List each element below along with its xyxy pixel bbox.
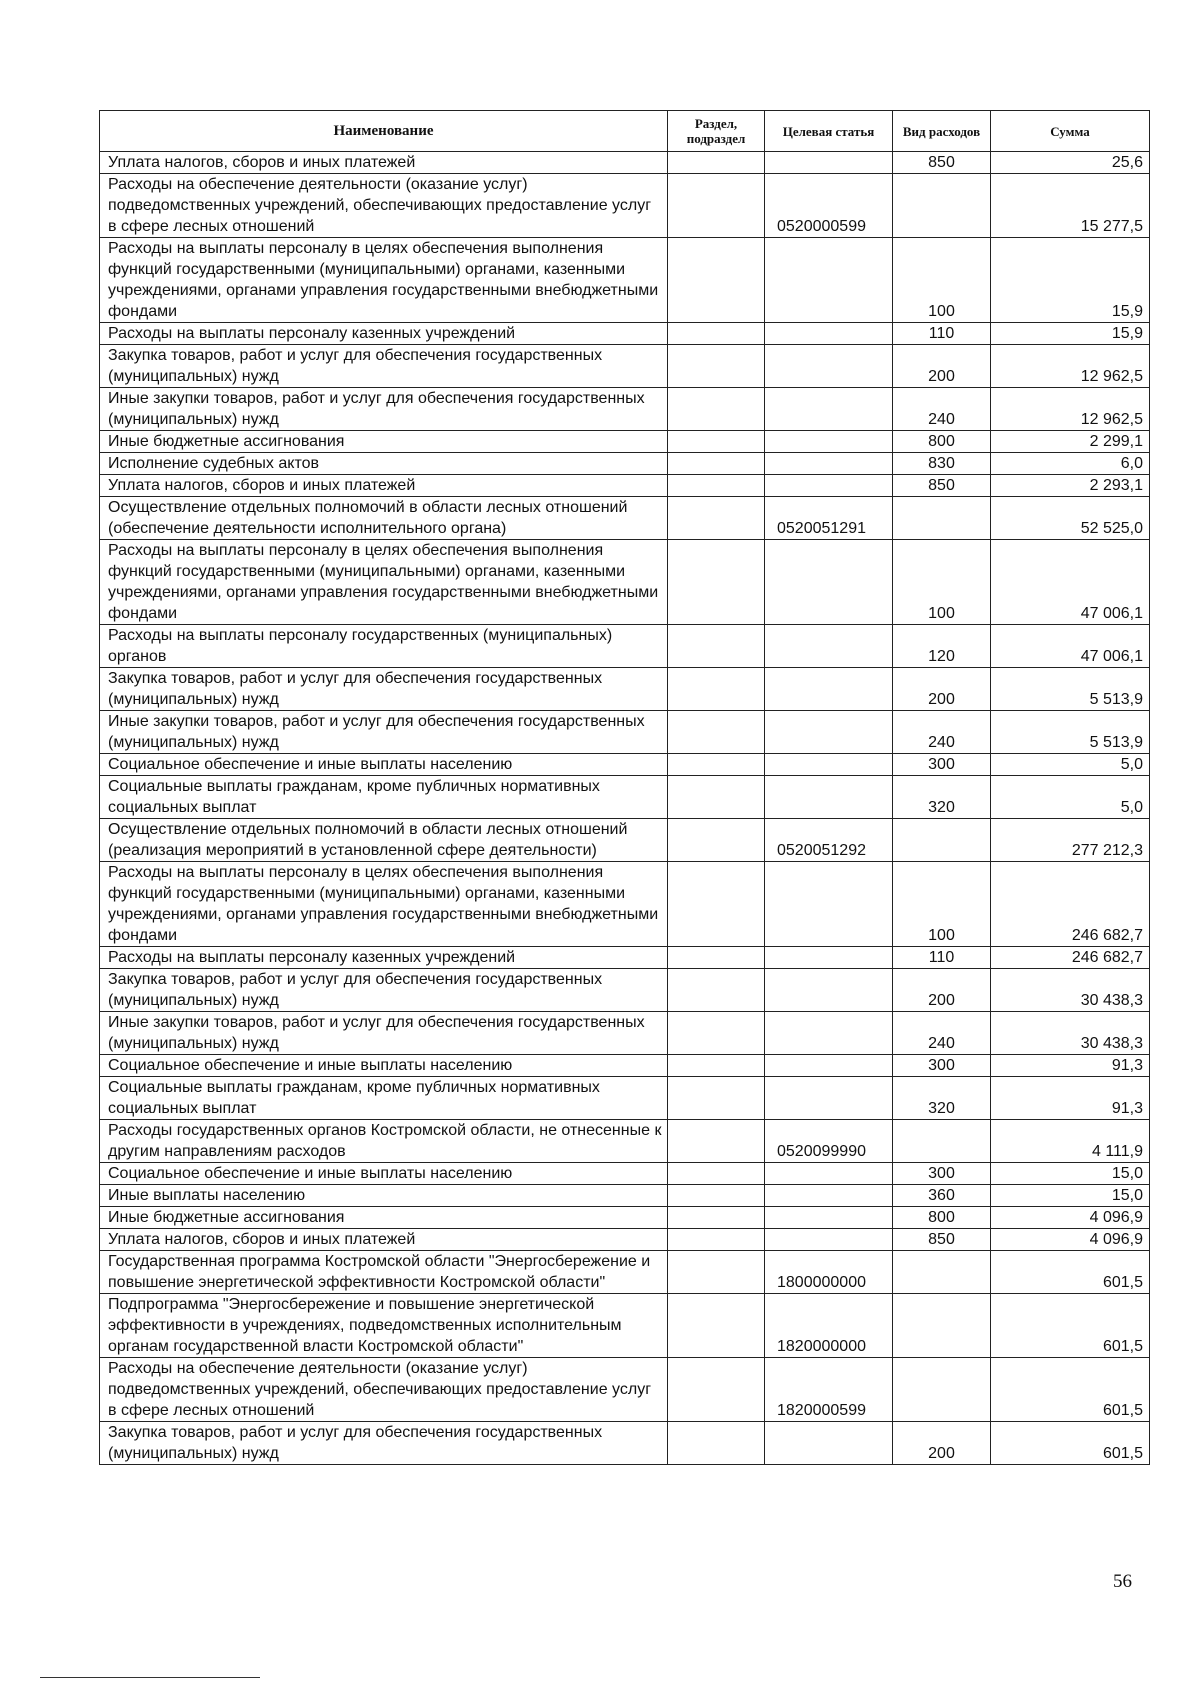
cell-target [765, 540, 893, 625]
cell-section [668, 1207, 765, 1229]
cell-section [668, 388, 765, 431]
cell-name: Социальное обеспечение и иные выплаты населению [100, 1055, 668, 1077]
table-row [100, 1185, 1150, 1207]
table-row [100, 238, 1150, 323]
cell-sum: 4 111,9 [991, 1120, 1150, 1163]
table-row [100, 625, 1150, 668]
cell-target [765, 862, 893, 947]
cell-section [668, 497, 765, 540]
cell-section [668, 152, 765, 174]
cell-name: Социальные выплаты гражданам, кроме публичных нормативных социальных выплат [100, 1077, 668, 1120]
cell-name: Иные бюджетные ассигнования [100, 431, 668, 453]
cell-target [765, 711, 893, 754]
cell-target [765, 1185, 893, 1207]
cell-kind [893, 819, 991, 862]
footer-rule [40, 1677, 260, 1678]
cell-sum: 2 293,1 [991, 475, 1150, 497]
cell-kind: 200 [893, 1422, 991, 1465]
table-row [100, 1422, 1150, 1465]
cell-sum: 47 006,1 [991, 625, 1150, 668]
cell-sum: 5,0 [991, 754, 1150, 776]
cell-kind: 110 [893, 947, 991, 969]
cell-sum: 12 962,5 [991, 388, 1150, 431]
cell-name: Расходы на выплаты персоналу в целях обеспечения выполнения функций государственными (муниципальными) органами, казенными учреждениями, органами управления государственными внебюджетными фондами [100, 862, 668, 947]
cell-name: Иные закупки товаров, работ и услуг для обеспечения государственных (муниципальных) нужд [100, 711, 668, 754]
cell-kind: 850 [893, 475, 991, 497]
table-row [100, 1163, 1150, 1185]
cell-kind: 800 [893, 1207, 991, 1229]
cell-name: Иные закупки товаров, работ и услуг для обеспечения государственных (муниципальных) нужд [100, 388, 668, 431]
table-row [100, 862, 1150, 947]
cell-kind: 100 [893, 238, 991, 323]
cell-target [765, 453, 893, 475]
header-name: Наименование [100, 111, 668, 152]
cell-sum: 15,9 [991, 323, 1150, 345]
cell-kind: 300 [893, 754, 991, 776]
cell-name: Расходы на выплаты персоналу в целях обеспечения выполнения функций государственными (муниципальными) органами, казенными учреждениями, органами управления государственными внебюджетными фондами [100, 540, 668, 625]
cell-kind: 320 [893, 776, 991, 819]
cell-target: 1800000000 [765, 1251, 893, 1294]
cell-sum: 15,0 [991, 1185, 1150, 1207]
cell-name: Государственная программа Костромской области "Энергосбережение и повышение энергетической эффективности Костромской области" [100, 1251, 668, 1294]
cell-kind: 320 [893, 1077, 991, 1120]
cell-section [668, 668, 765, 711]
cell-name: Уплата налогов, сборов и иных платежей [100, 475, 668, 497]
cell-sum: 4 096,9 [991, 1207, 1150, 1229]
cell-kind [893, 1358, 991, 1422]
cell-kind [893, 174, 991, 238]
cell-section [668, 754, 765, 776]
cell-name: Расходы на обеспечение деятельности (оказание услуг) подведомственных учреждений, обеспечивающих предоставление услуг в сфере лесных отношений [100, 1358, 668, 1422]
page-number: 56 [1113, 1571, 1132, 1592]
cell-section [668, 947, 765, 969]
cell-sum: 47 006,1 [991, 540, 1150, 625]
cell-name: Расходы на обеспечение деятельности (оказание услуг) подведомственных учреждений, обеспечивающих предоставление услуг в сфере лесных отношений [100, 174, 668, 238]
cell-kind: 360 [893, 1185, 991, 1207]
cell-target [765, 668, 893, 711]
cell-kind: 850 [893, 152, 991, 174]
table-row [100, 1294, 1150, 1358]
cell-name: Иные выплаты населению [100, 1185, 668, 1207]
cell-section [668, 431, 765, 453]
table-row [100, 152, 1150, 174]
cell-target: 1820000599 [765, 1358, 893, 1422]
table-row [100, 323, 1150, 345]
cell-section [668, 969, 765, 1012]
cell-name: Закупка товаров, работ и услуг для обеспечения государственных (муниципальных) нужд [100, 969, 668, 1012]
cell-sum: 4 096,9 [991, 1229, 1150, 1251]
cell-kind: 200 [893, 668, 991, 711]
cell-target [765, 475, 893, 497]
table-row [100, 431, 1150, 453]
cell-target [765, 238, 893, 323]
cell-section [668, 1358, 765, 1422]
cell-target [765, 776, 893, 819]
cell-sum: 246 682,7 [991, 947, 1150, 969]
table-row [100, 1251, 1150, 1294]
table-row [100, 947, 1150, 969]
cell-target [765, 152, 893, 174]
cell-name: Социальные выплаты гражданам, кроме публичных нормативных социальных выплат [100, 776, 668, 819]
cell-name: Иные бюджетные ассигнования [100, 1207, 668, 1229]
cell-name: Иные закупки товаров, работ и услуг для обеспечения государственных (муниципальных) нужд [100, 1012, 668, 1055]
cell-sum: 6,0 [991, 453, 1150, 475]
table-row [100, 1358, 1150, 1422]
cell-kind: 100 [893, 862, 991, 947]
cell-section [668, 1120, 765, 1163]
cell-target [765, 1422, 893, 1465]
table-row [100, 819, 1150, 862]
table-body [100, 152, 1150, 1465]
cell-name: Социальное обеспечение и иные выплаты населению [100, 754, 668, 776]
cell-sum: 30 438,3 [991, 969, 1150, 1012]
cell-sum: 15 277,5 [991, 174, 1150, 238]
table-row [100, 1229, 1150, 1251]
header-kind: Вид расходов [893, 111, 991, 152]
cell-section [668, 540, 765, 625]
cell-name: Исполнение судебных актов [100, 453, 668, 475]
cell-kind [893, 1251, 991, 1294]
table-row [100, 1207, 1150, 1229]
cell-name: Расходы на выплаты персоналу казенных учреждений [100, 947, 668, 969]
cell-target [765, 1077, 893, 1120]
cell-kind: 830 [893, 453, 991, 475]
cell-kind: 800 [893, 431, 991, 453]
cell-section [668, 862, 765, 947]
table-row [100, 668, 1150, 711]
cell-section [668, 1251, 765, 1294]
cell-section [668, 1012, 765, 1055]
cell-kind [893, 497, 991, 540]
cell-sum: 30 438,3 [991, 1012, 1150, 1055]
table-header-row [100, 111, 1150, 152]
cell-name: Расходы на выплаты персоналу казенных учреждений [100, 323, 668, 345]
table-row [100, 1055, 1150, 1077]
cell-sum: 2 299,1 [991, 431, 1150, 453]
cell-kind: 100 [893, 540, 991, 625]
cell-section [668, 1294, 765, 1358]
table-row [100, 754, 1150, 776]
cell-name: Уплата налогов, сборов и иных платежей [100, 152, 668, 174]
cell-target [765, 947, 893, 969]
cell-name: Осуществление отдельных полномочий в области лесных отношений (обеспечение деятельности исполнительного органа) [100, 497, 668, 540]
cell-kind: 240 [893, 388, 991, 431]
cell-name: Осуществление отдельных полномочий в области лесных отношений (реализация мероприятий в установленной сфере деятельности) [100, 819, 668, 862]
cell-target [765, 754, 893, 776]
cell-kind: 300 [893, 1163, 991, 1185]
cell-section [668, 323, 765, 345]
cell-target: 0520099990 [765, 1120, 893, 1163]
cell-section [668, 1055, 765, 1077]
cell-target [765, 1012, 893, 1055]
cell-target: 1820000000 [765, 1294, 893, 1358]
cell-section [668, 238, 765, 323]
table-row [100, 453, 1150, 475]
header-target: Целевая статья [765, 111, 893, 152]
table-row [100, 1012, 1150, 1055]
cell-target [765, 388, 893, 431]
cell-section [668, 475, 765, 497]
cell-name: Расходы на выплаты персоналу в целях обеспечения выполнения функций государственными (муниципальными) органами, казенными учреждениями, органами управления государственными внебюджетными фондами [100, 238, 668, 323]
cell-target: 0520051291 [765, 497, 893, 540]
cell-section [668, 1185, 765, 1207]
cell-target: 0520000599 [765, 174, 893, 238]
cell-sum: 5,0 [991, 776, 1150, 819]
cell-name: Расходы на выплаты персоналу государственных (муниципальных) органов [100, 625, 668, 668]
table-row [100, 776, 1150, 819]
cell-name: Закупка товаров, работ и услуг для обеспечения государственных (муниципальных) нужд [100, 345, 668, 388]
table-row [100, 345, 1150, 388]
cell-sum: 5 513,9 [991, 711, 1150, 754]
header-section: Раздел, подраздел [668, 111, 765, 152]
table-row [100, 475, 1150, 497]
cell-kind: 110 [893, 323, 991, 345]
cell-sum: 25,6 [991, 152, 1150, 174]
cell-kind: 850 [893, 1229, 991, 1251]
cell-sum: 5 513,9 [991, 668, 1150, 711]
cell-section [668, 1163, 765, 1185]
cell-sum: 91,3 [991, 1055, 1150, 1077]
cell-section [668, 776, 765, 819]
table-row [100, 388, 1150, 431]
cell-section [668, 711, 765, 754]
cell-section [668, 625, 765, 668]
cell-target: 0520051292 [765, 819, 893, 862]
table-row [100, 540, 1150, 625]
cell-sum: 12 962,5 [991, 345, 1150, 388]
cell-target [765, 345, 893, 388]
cell-sum: 246 682,7 [991, 862, 1150, 947]
cell-sum: 601,5 [991, 1251, 1150, 1294]
cell-kind: 200 [893, 969, 991, 1012]
cell-kind: 200 [893, 345, 991, 388]
table-row [100, 1077, 1150, 1120]
budget-table [99, 110, 1150, 1465]
cell-target [765, 969, 893, 1012]
cell-sum: 15,9 [991, 238, 1150, 323]
cell-target [765, 1055, 893, 1077]
table-row [100, 497, 1150, 540]
cell-target [765, 625, 893, 668]
cell-section [668, 1229, 765, 1251]
cell-kind: 240 [893, 711, 991, 754]
cell-kind [893, 1120, 991, 1163]
cell-target [765, 1229, 893, 1251]
cell-sum: 15,0 [991, 1163, 1150, 1185]
cell-sum: 601,5 [991, 1294, 1150, 1358]
cell-section [668, 345, 765, 388]
cell-section [668, 819, 765, 862]
cell-sum: 91,3 [991, 1077, 1150, 1120]
cell-kind: 300 [893, 1055, 991, 1077]
cell-name: Подпрограмма "Энергосбережение и повышение энергетической эффективности в учреждениях, подведомственных исполнительным органам государственной власти Костромской области" [100, 1294, 668, 1358]
cell-section [668, 453, 765, 475]
header-sum: Сумма [991, 111, 1150, 152]
cell-target [765, 431, 893, 453]
table-row [100, 969, 1150, 1012]
cell-sum: 601,5 [991, 1422, 1150, 1465]
table-row [100, 1120, 1150, 1163]
cell-name: Закупка товаров, работ и услуг для обеспечения государственных (муниципальных) нужд [100, 1422, 668, 1465]
cell-target [765, 1207, 893, 1229]
cell-sum: 52 525,0 [991, 497, 1150, 540]
cell-name: Закупка товаров, работ и услуг для обеспечения государственных (муниципальных) нужд [100, 668, 668, 711]
cell-name: Социальное обеспечение и иные выплаты населению [100, 1163, 668, 1185]
cell-kind: 240 [893, 1012, 991, 1055]
cell-target [765, 323, 893, 345]
cell-name: Уплата налогов, сборов и иных платежей [100, 1229, 668, 1251]
cell-sum: 601,5 [991, 1358, 1150, 1422]
table-row [100, 711, 1150, 754]
table-row [100, 174, 1150, 238]
cell-target [765, 1163, 893, 1185]
cell-sum: 277 212,3 [991, 819, 1150, 862]
cell-kind [893, 1294, 991, 1358]
cell-kind: 120 [893, 625, 991, 668]
cell-section [668, 1422, 765, 1465]
cell-section [668, 174, 765, 238]
cell-section [668, 1077, 765, 1120]
budget-table-container [99, 110, 1149, 1465]
cell-name: Расходы государственных органов Костромской области, не отнесенные к другим направлениям расходов [100, 1120, 668, 1163]
